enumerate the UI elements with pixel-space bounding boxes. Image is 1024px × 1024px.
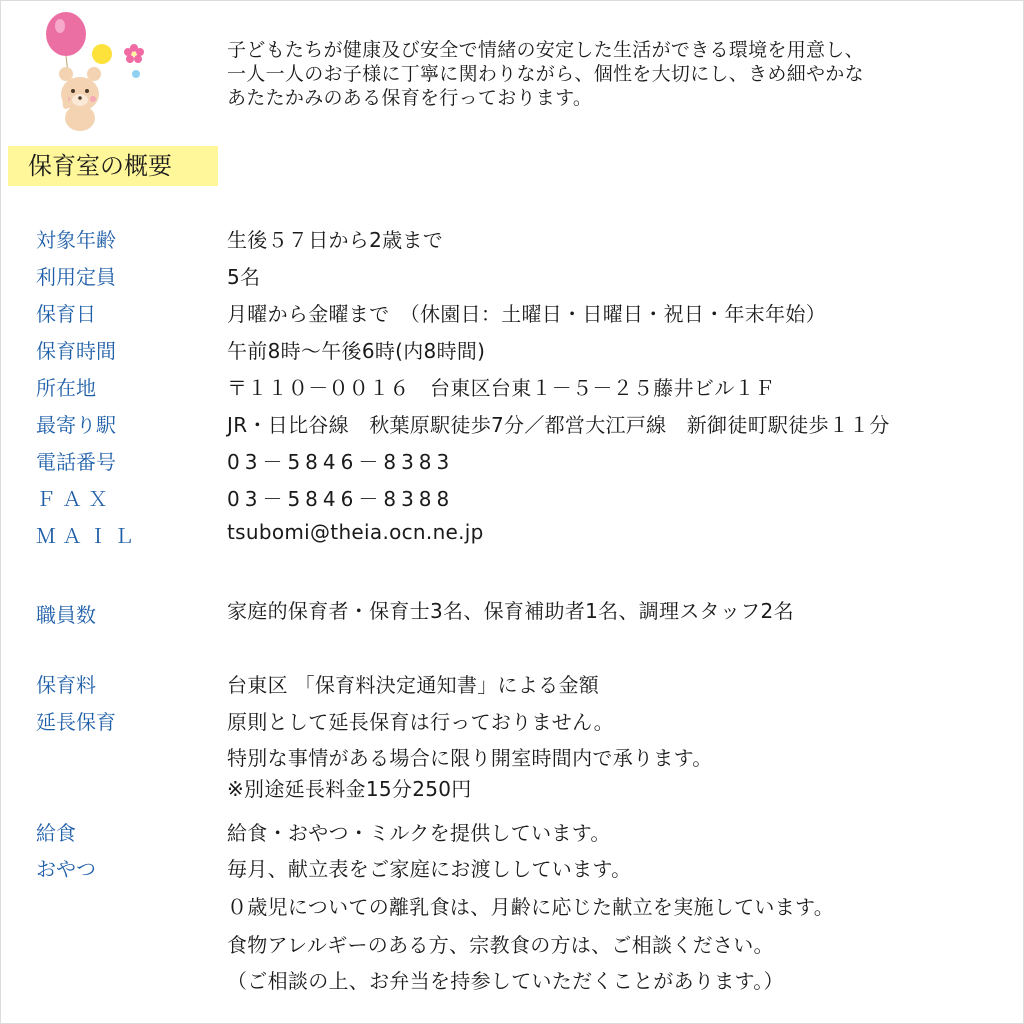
extended-line-3: ※別途延長料金15分250円 xyxy=(227,777,472,801)
days-value: 月曜から金曜まで （休園日：土曜日・日曜日・祝日・年末年始） xyxy=(227,302,826,326)
extended-label: 延長保育 xyxy=(36,710,116,734)
meals-line-5: （ご相談の上、お弁当を持参していただくことがあります。） xyxy=(227,969,784,993)
age-value: 生後５７日から2歳まで xyxy=(227,228,444,252)
meals-label: 給食 xyxy=(36,821,76,845)
fax-label: ＦＡＸ xyxy=(36,487,114,511)
mail-value[interactable]: tsubomi@theia.ocn.ne.jp xyxy=(227,520,484,544)
staff-value: 家庭的保育者・保育士3名、保育補助者1名、調理スタッフ2名 xyxy=(227,599,794,623)
station-label: 最寄り駅 xyxy=(36,413,116,437)
intro-text xyxy=(227,38,864,110)
staff-label: 職員数 xyxy=(36,603,96,627)
mail-label: ＭＡＩＬ xyxy=(36,524,140,548)
fee-label: 保育料 xyxy=(36,673,96,697)
address-label: 所在地 xyxy=(36,376,96,400)
hours-value: 午前8時～午後6時(内8時間) xyxy=(227,339,486,363)
intro-line-2: 一人一人のお子様に丁寧に関わりながら、個性を大切にし、きめ細やかな xyxy=(227,63,864,85)
fax-value: 03－5846－8388 xyxy=(227,487,455,511)
phone-value: 03－5846－8383 xyxy=(227,450,455,474)
bear-balloon-illustration xyxy=(36,8,156,134)
age-label: 対象年齢 xyxy=(36,228,116,252)
intro-line-3: あたたかみのある保育を行っております。 xyxy=(227,87,593,109)
hours-label: 保育時間 xyxy=(36,339,116,363)
meals-line-2: 毎月、献立表をご家庭にお渡ししています。 xyxy=(227,857,632,881)
station-value: JR・日比谷線 秋葉原駅徒歩7分／都営大江戸線 新御徒町駅徒歩１１分 xyxy=(227,413,890,437)
snack-label: おやつ xyxy=(36,857,96,881)
intro-line-1: 子どもたちが健康及び安全で情緒の安定した生活ができる環境を用意し、 xyxy=(227,39,864,61)
meals-line-1: 給食・おやつ・ミルクを提供しています。 xyxy=(227,821,611,845)
capacity-label: 利用定員 xyxy=(36,265,116,289)
meals-line-3: ０歳児についての離乳食は、月齢に応じた献立を実施しています。 xyxy=(227,895,834,919)
address-value: 〒１１０－００１６ 台東区台東１－５－２５藤井ビル１Ｆ xyxy=(227,376,776,400)
section-heading: 保育室の概要 xyxy=(8,146,218,186)
days-label: 保育日 xyxy=(36,302,96,326)
meals-line-4: 食物アレルギーのある方、宗教食の方は、ご相談ください。 xyxy=(227,933,774,957)
phone-label: 電話番号 xyxy=(36,450,116,474)
extended-line-2: 特別な事情がある場合に限り開室時間内で承ります。 xyxy=(227,746,713,770)
extended-line-1: 原則として延長保育は行っておりません。 xyxy=(227,710,614,734)
fee-value: 台東区 「保育料決定通知書」による金額 xyxy=(227,673,600,697)
capacity-value: 5名 xyxy=(227,265,261,289)
